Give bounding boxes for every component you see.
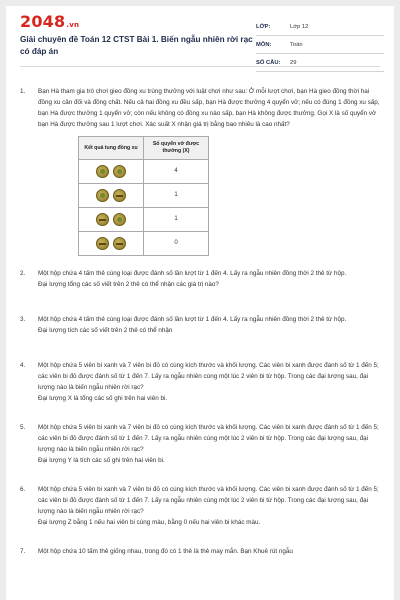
table-row xyxy=(79,232,209,256)
header-divider xyxy=(20,66,380,67)
table-row xyxy=(79,208,209,232)
meta-row-count xyxy=(256,54,384,72)
meta-key: SỐ CÂU: xyxy=(256,59,281,66)
table-header-row xyxy=(79,137,209,160)
question-body xyxy=(38,484,382,528)
question-body xyxy=(38,360,382,404)
coin-cell xyxy=(79,160,144,184)
question-body xyxy=(38,314,382,336)
question-number: 6. xyxy=(20,486,26,493)
question-text: Một hộp chứa 5 viên bi xanh và 7 viên bi đỏ có cùng kích thước và khối lượng. Các viên bi xanh được đánh số từ 1 đến 5; các viên bi đỏ được đánh số từ 1 đến 7. Lấy ra ngẫu nhiên cùng một lúc 2 viên bi từ hộp. Trong các đại lượng sau, đại lượng nào là biến ngẫu nhiên rời rạc? xyxy=(38,362,379,391)
coin-tails-icon xyxy=(96,213,109,226)
coin-tails-icon xyxy=(96,237,109,250)
question-number: 1. xyxy=(20,88,26,95)
coin-tails-icon xyxy=(113,237,126,250)
question-body xyxy=(38,268,382,290)
question-6 xyxy=(20,484,382,528)
table-header: Số quyển vở được thưởng (X) xyxy=(144,137,209,160)
site-logo[interactable] xyxy=(20,12,79,31)
question-number: 7. xyxy=(20,548,26,555)
question-text: Một hộp chứa 5 viên bi xanh và 7 viên bi đỏ có cùng kích thước và khối lượng. Các viên bi xanh được đánh số từ 1 đến 5; các viên bi đỏ được đánh số từ 1 đến 7. Lấy ra ngẫu nhiên cùng một lúc 2 viên bi từ hộp. Trong các đại lượng sau, đại lượng nào là biến ngẫu nhiên rời rạc? xyxy=(38,424,379,453)
question-text: Một hộp chứa 4 tấm thẻ cùng loại được đánh số lần lượt từ 1 đến 4. Lấy ra ngẫu nhiên đồng thời 2 thẻ từ hộp. xyxy=(38,270,347,277)
table-header: Kết quả tung đồng xu xyxy=(79,137,144,160)
coin-heads-icon xyxy=(96,189,109,202)
question-prompt: Đại lượng Z bằng 1 nếu hai viên bi cùng màu, bằng 0 nếu hai viên bi khác màu. xyxy=(38,519,261,526)
question-text: Một hộp chứa 4 tấm thẻ cùng loại được đánh số lần lượt từ 1 đến 4. Lấy ra ngẫu nhiên đồng thời 2 thẻ từ hộp. xyxy=(38,316,347,323)
logo-text: 2048 xyxy=(20,12,66,31)
meta-panel xyxy=(256,18,384,72)
question-text: Bạn Hà tham gia trò chơi gieo đồng xu trùng thưởng với luật chơi như sau: Ở mỗi lượt chơi, bạn Hà gieo đồng thời hai đồng xu cân đối và đồng chất. Nếu cả hai đồng xu đều sấp, bạn Hà được thưởng 4 quyển vở; nếu có đúng 1 đồng xu sấp, bạn Hà được thưởng 1 quyển vở; còn nếu không có đồng xu nào sấp, bạn Hà không được thưởng. Gọi X là số quyển vở bạn Hà được thưởng sau 1 lượt chơi. Xác suất X nhận giá trị bằng bao nhiêu là cao nhất? xyxy=(38,88,380,128)
document-header xyxy=(6,6,394,64)
reward-value: 1 xyxy=(144,184,209,208)
coin-heads-icon xyxy=(113,213,126,226)
question-number: 3. xyxy=(20,316,26,323)
question-7 xyxy=(20,546,382,557)
question-list xyxy=(20,86,382,557)
meta-value: Toán xyxy=(290,41,303,48)
question-1 xyxy=(20,86,382,256)
question-number: 4. xyxy=(20,362,26,369)
reward-value: 4 xyxy=(144,160,209,184)
coin-heads-icon xyxy=(96,165,109,178)
question-prompt: Đại lượng tích các số viết trên 2 thẻ có thể nhận xyxy=(38,327,173,334)
document-title: Giải chuyên đề Toán 12 CTST Bài 1. Biến ngẫu nhiên rời rạc có đáp án xyxy=(20,35,253,56)
question-number: 2. xyxy=(20,270,26,277)
result-table xyxy=(78,136,209,256)
table-row xyxy=(79,184,209,208)
coin-tails-icon xyxy=(113,189,126,202)
coin-cell xyxy=(79,208,144,232)
document-page xyxy=(6,6,394,600)
question-prompt: Đại lượng X là tổng các số ghi trên hai viên bi. xyxy=(38,395,168,402)
coin-cell xyxy=(79,184,144,208)
reward-value: 1 xyxy=(144,208,209,232)
meta-key: MÔN: xyxy=(256,41,272,48)
question-prompt: Đại lượng Y là tích các số ghi trên hai viên bi. xyxy=(38,457,165,464)
coin-cell xyxy=(79,232,144,256)
question-2 xyxy=(20,268,382,290)
question-3 xyxy=(20,314,382,336)
logo-suffix: .vn xyxy=(66,21,80,29)
question-body xyxy=(38,422,382,466)
question-prompt: Đại lượng tổng các số viết trên 2 thẻ có thể nhận các giá trị nào? xyxy=(38,281,219,288)
question-body xyxy=(38,546,382,557)
coin-heads-icon xyxy=(113,165,126,178)
meta-value: Lớp 12 xyxy=(290,23,309,30)
question-body xyxy=(38,86,382,256)
table-row xyxy=(79,160,209,184)
question-text: Một hộp chứa 5 viên bi xanh và 7 viên bi đỏ có cùng kích thước và khối lượng. Các viên bi xanh được đánh số từ 1 đến 5; các viên bi đỏ được đánh số từ 1 đến 7. Lấy ra ngẫu nhiên cùng một lúc 2 viên bi từ hộp. Trong các đại lượng sau, đại lượng nào là biến ngẫu nhiên rời rạc? xyxy=(38,486,379,515)
meta-row-class xyxy=(256,18,384,36)
question-number: 5. xyxy=(20,424,26,431)
question-4 xyxy=(20,360,382,404)
meta-value: 29 xyxy=(290,59,297,66)
question-5 xyxy=(20,422,382,466)
question-text: Một hộp chứa 10 tấm thẻ giống nhau, trong đó có 1 thẻ là thẻ may mắn. Bạn Khuê rút ngẫu xyxy=(38,548,293,555)
meta-key: LỚP: xyxy=(256,23,271,30)
meta-row-subject xyxy=(256,36,384,54)
reward-value: 0 xyxy=(144,232,209,256)
